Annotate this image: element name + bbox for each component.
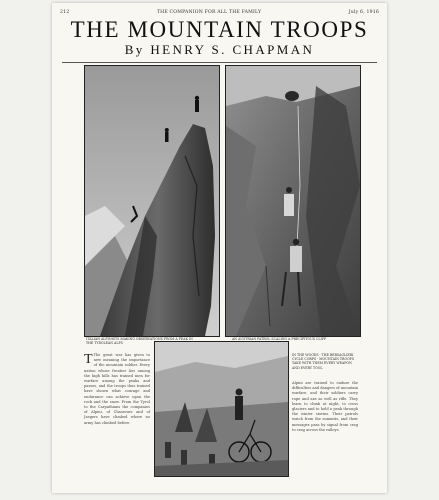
caption-left-photo: ITALIAN ALPINISTS MAKING OBSERVATIONS FROM A PEAK IN THE TYROLEAN ALPS: [86, 337, 193, 346]
page-number: 212: [60, 9, 70, 15]
issue-date: July 6, 1916: [348, 9, 379, 15]
running-header: [60, 8, 379, 16]
header-rule: [62, 62, 377, 63]
column-left-text: The great war has given to new meaning the importance of the mountain soldier. Every nation whose frontier lies among the high hills has trained men for warfare among the peaks and passes, and the troops thus trained have shown what courage and endurance can achieve upon the rock and the snow. From the Tyrol to the Carpathians the companies of Alpini, of Chasseurs and of Jaegers have climbed where no army has climbed before.: [84, 353, 150, 425]
article-byline: By HENRY S. CHAPMAN: [124, 42, 315, 57]
newspaper-page: [52, 3, 387, 493]
cliff-illustration: [226, 66, 360, 336]
pinnacle-illustration: [85, 66, 219, 336]
photo-cliff-climbers: [225, 65, 361, 337]
article-column-right: Alpini are trained to endure the difficulties and dangers of mountain warfare, and their soldiers carry rope and axe as well as rifle. They learn to climb at night, to cross glaciers and to hold a peak through the winter storms. Their patrols watch from the summits, and their messages pass by signal from crag to crag across the valleys.: [292, 381, 358, 432]
photo-cycle-corps: [154, 341, 289, 477]
photo-alpine-pinnacle: [84, 65, 220, 337]
caption-center-photo: IN THE WOODS - THE BERSAGLIERI CYCLE CORPS - MOUNTAIN TROOPS TAKE WITH THEM EVERY WEAPON AND EVERY TOOL: [292, 353, 355, 370]
article-column-left: [84, 353, 150, 489]
caption-right-photo: AN AUSTRIAN PATROL SCALING A PRECIPITOUS CLIFF: [232, 337, 327, 341]
drop-cap: T: [84, 353, 93, 367]
cycle-corps-illustration: [155, 342, 288, 476]
article-title: THE MOUNTAIN TROOPS: [70, 17, 369, 42]
publication-name: THE COMPANION FOR ALL THE FAMILY: [156, 9, 262, 15]
